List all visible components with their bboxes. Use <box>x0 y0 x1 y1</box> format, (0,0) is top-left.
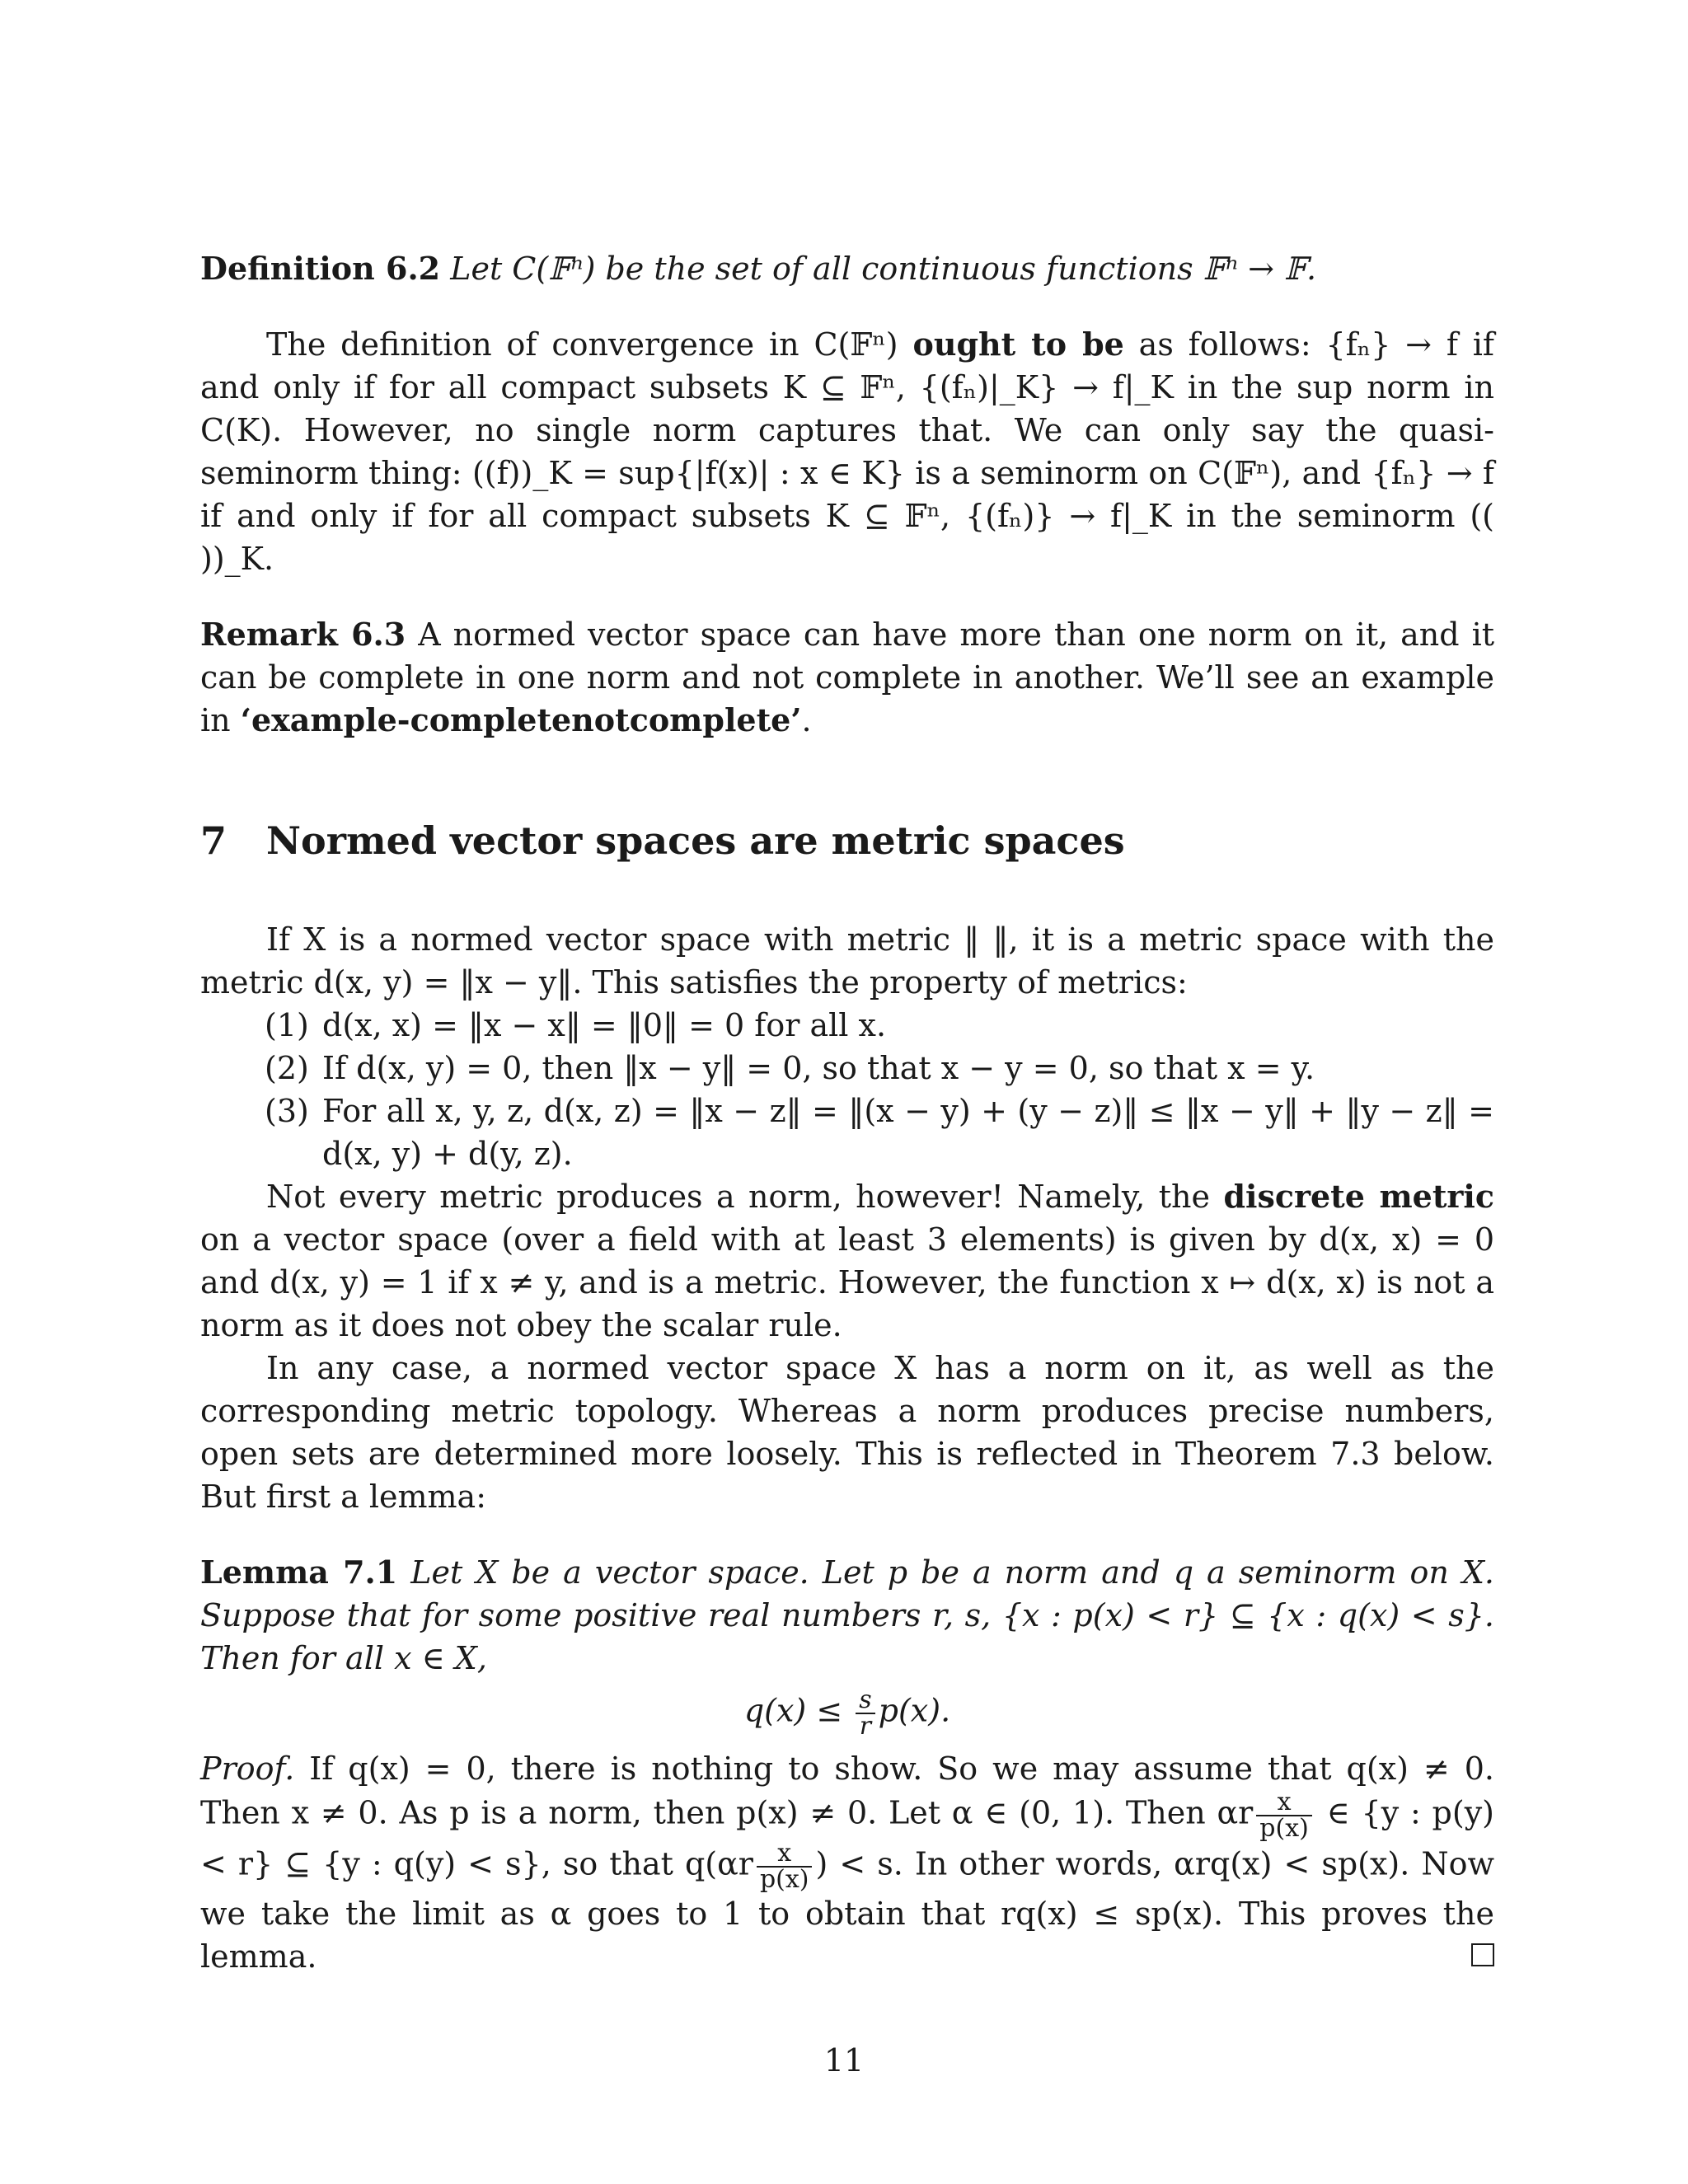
list-item-label: (3) <box>265 1093 309 1129</box>
convergence-emphasis: ought to be <box>912 326 1124 363</box>
metric-properties-list <box>200 1004 1494 1175</box>
discrete-emphasis: discrete metric <box>1223 1178 1495 1215</box>
lemma-label: Lemma 7.1 <box>200 1554 398 1591</box>
discrete-text-pre: Not every metric produces a norm, however! Namely, the <box>266 1179 1224 1215</box>
proof-paragraph <box>200 1747 1494 1978</box>
remark-label: Remark 6.3 <box>200 616 406 653</box>
definition-text: Let C(𝔽ⁿ) be the set of all continuous functions 𝔽ⁿ → 𝔽. <box>450 251 1317 287</box>
convergence-paragraph <box>200 323 1494 580</box>
remark-reference: ‘example-completenotcomplete’ <box>240 701 802 738</box>
metric-paragraph: If X is a normed vector space with metric ‖ ‖, it is a metric space with the metric d(x, y) = ‖x − y‖. This satisfies the property of metrics: <box>200 921 1494 1001</box>
convergence-text-pre: The definition of convergence in C(𝔽ⁿ) <box>266 326 913 363</box>
section-number: 7 <box>200 818 227 863</box>
any-case-paragraph: In any case, a normed vector space X has a norm on it, as well as the corresponding metric topology. Whereas a norm produces precise numbers, open sets are determined more loosely. This is reflected in Theorem 7.3 below. But first a lemma: <box>200 1350 1494 1515</box>
remark-text: A normed vector space can have more than one norm on it, and it can be complete in one norm and not complete in another. We’ll see an example in <box>200 616 1494 738</box>
list-item <box>200 1047 1494 1090</box>
section-7-heading <box>200 816 1494 865</box>
definition-label: Definition 6.2 <box>200 250 441 287</box>
proof-text-2: ∈ {y : p(y) < r} ⊆ {y : q(y) < s}, so that q(αr <box>200 1794 1494 1882</box>
list-item-label: (1) <box>265 1007 309 1043</box>
remark-6-3 <box>200 613 1494 742</box>
remark-end: . <box>801 702 812 738</box>
lemma-text: Let X be a vector space. Let p be a norm and q a seminorm on X. Suppose that for some positive real numbers r, s, {x : p(x) < r} ⊆ {x : q(x) < s}. Then for all x ∈ X, <box>200 1554 1494 1676</box>
lemma-display-equation <box>200 1685 1494 1741</box>
display-numerator: s <box>856 1688 874 1714</box>
fraction-denominator: p(x) <box>759 1865 809 1894</box>
qed-square-icon <box>1471 1943 1494 1966</box>
fraction-numerator: x <box>757 1841 813 1868</box>
display-fraction <box>856 1685 874 1741</box>
proof-text-3: ) < s. In other words, αrq(x) < sp(x). Now we take the limit as α goes to 1 to obtain that rq(x) ≤ sp(x). This proves the lemma. <box>200 1845 1495 1975</box>
fraction-denominator: p(x) <box>1259 1814 1309 1843</box>
section-title: Normed vector spaces are metric spaces <box>266 818 1125 863</box>
display-left: q(x) ≤ <box>743 1692 853 1729</box>
list-item <box>200 1004 1494 1047</box>
list-item-label: (2) <box>265 1050 309 1086</box>
list-item-text: For all x, y, z, d(x, z) = ‖x − z‖ = ‖(x − y) + (y − z)‖ ≤ ‖x − y‖ + ‖y − z‖ = d(x, y) + d(y, z). <box>322 1093 1494 1172</box>
discrete-metric-paragraph <box>200 1175 1494 1347</box>
proof-fraction-1 <box>1256 1790 1312 1841</box>
list-item-text: If d(x, y) = 0, then ‖x − y‖ = 0, so that x − y = 0, so that x = y. <box>322 1050 1315 1086</box>
convergence-text-post: as follows: {fₙ} → f if and only if for all compact subsets K ⊆ 𝔽ⁿ, {(fₙ)|_K} → f|_K in the sup norm in C(K). However, no single norm captures that. We can only say the quasi-seminorm thing: ((f))_K = sup{|f(x)| : x ∈ K} is a seminorm on C(𝔽ⁿ), and {fₙ} → f if and only if for all compact subsets K ⊆ 𝔽ⁿ, {(fₙ)} → f|_K in the seminorm (( ))_K. <box>200 326 1494 577</box>
display-denominator: r <box>859 1712 872 1741</box>
definition-6-2 <box>200 247 1494 290</box>
discrete-text-post: on a vector space (over a field with at least 3 elements) is given by d(x, x) = 0 and d(x, y) = 1 if x ≠ y, and is a metric. However, the function x ↦ d(x, x) is not a norm as it does not obey the scalar rule. <box>200 1221 1494 1343</box>
page-body <box>200 247 1494 1978</box>
proof-fraction-2 <box>757 1841 813 1892</box>
proof-text-1: If q(x) = 0, there is nothing to show. So we may assume that q(x) ≠ 0. Then x ≠ 0. As p is a norm, then p(x) ≠ 0. Let α ∈ (0, 1). Then αr <box>200 1750 1494 1831</box>
list-item-text: d(x, x) = ‖x − x‖ = ‖0‖ = 0 for all x. <box>322 1007 887 1043</box>
display-right: p(x). <box>878 1692 951 1729</box>
fraction-numerator: x <box>1256 1790 1312 1816</box>
page-number: 11 <box>823 2042 865 2079</box>
lemma-7-1 <box>200 1551 1494 1680</box>
proof-label: Proof. <box>200 1750 295 1787</box>
list-item <box>200 1090 1494 1175</box>
